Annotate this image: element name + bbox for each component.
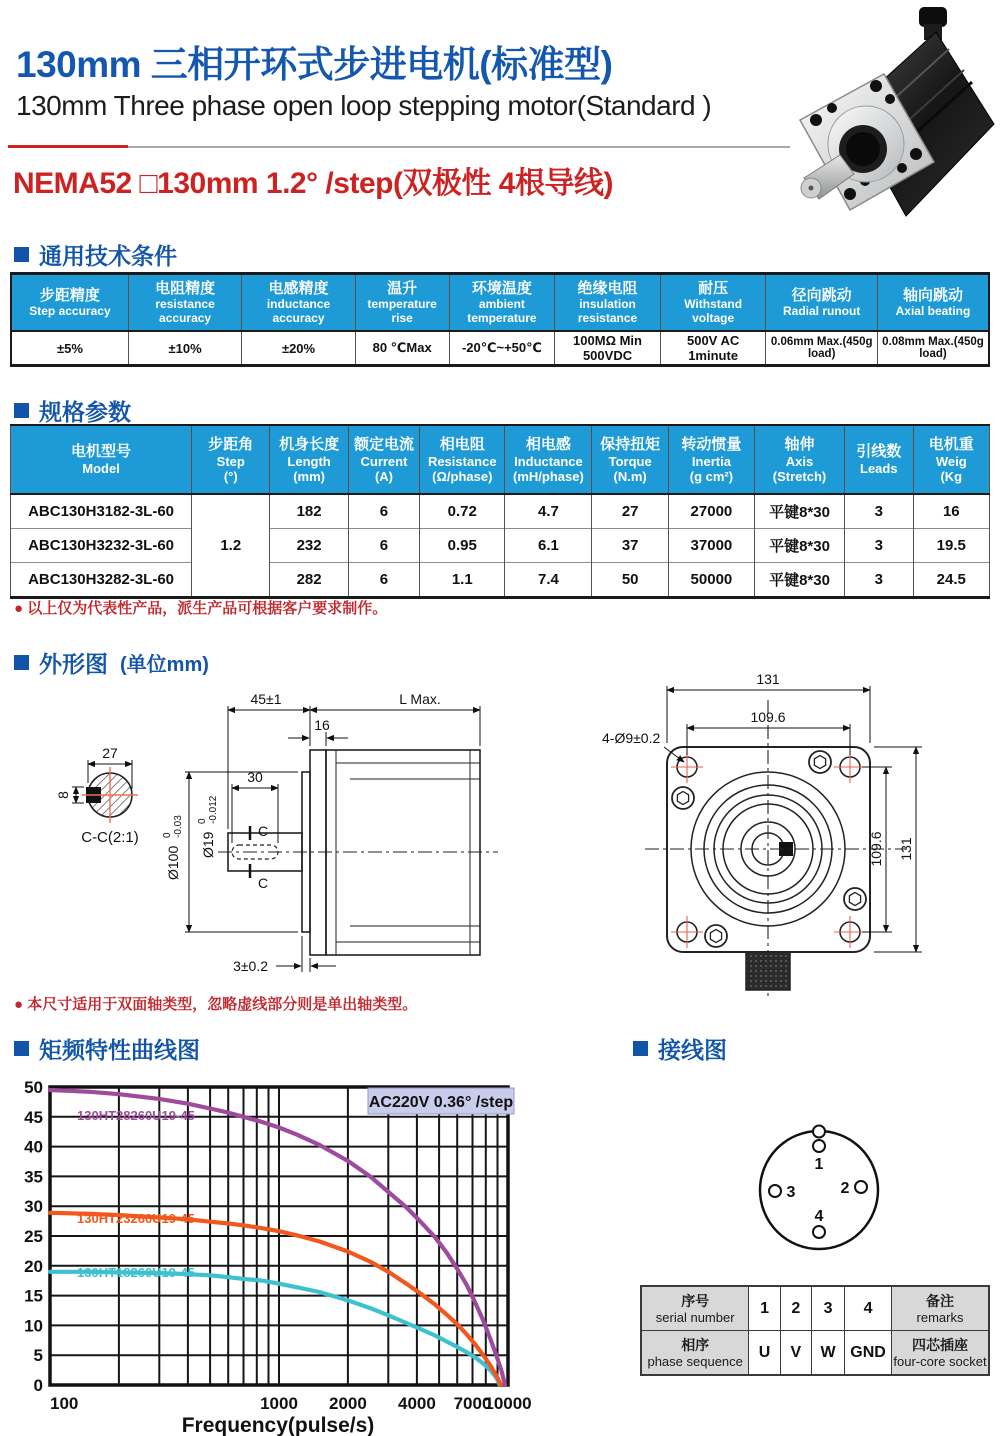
- resistance-cell: 0.95: [420, 529, 505, 563]
- value-cell: 0.06mm Max.(450g load): [766, 331, 877, 366]
- y-tick-label: 15: [24, 1286, 43, 1306]
- resistance-cell: 0.72: [420, 494, 505, 529]
- outline-note: ● 本尺寸适用于双面轴类型，忽略虚线部分则是单出轴类型。: [14, 996, 418, 1013]
- section-bullet-icon: [14, 247, 29, 262]
- model-cell: ABC130H3182-3L-60: [11, 494, 192, 529]
- resistance-cell: 1.1: [420, 563, 505, 598]
- x-tick-label: 100: [50, 1394, 79, 1413]
- section-bullet-icon: [14, 1041, 29, 1056]
- col-leads: 引线数 Leads: [845, 425, 914, 494]
- serial-number-header: 序号 serial number: [641, 1286, 749, 1331]
- x-tick-label: 10000: [484, 1394, 532, 1413]
- inertia-cell: 27000: [668, 494, 754, 529]
- general-table-header-row: [11, 274, 989, 332]
- outline-drawing: [0, 660, 1000, 1005]
- col-resistance: 相电阻 Resistance (Ω/phase): [420, 425, 505, 494]
- spec-table-header-row: [11, 425, 990, 494]
- header-divider-accent: [8, 145, 128, 148]
- leads-cell: 3: [845, 494, 914, 529]
- y-tick-label: 25: [24, 1227, 43, 1246]
- section-mark-c-top: C: [258, 823, 269, 839]
- col-inductance: 相电感 Inductance (mH/phase): [505, 425, 592, 494]
- chart-annotation: AC220V 0.36° /step: [368, 1094, 514, 1111]
- value-cell: 80 ℃Max: [355, 331, 449, 366]
- dim-front-height: 131: [898, 837, 914, 861]
- y-tick-label: 30: [24, 1197, 43, 1217]
- dim-45: 45±1: [250, 691, 282, 707]
- col-axis: 轴伸 Axis (Stretch): [754, 425, 844, 494]
- x-tick-label: 7000: [453, 1394, 492, 1413]
- col-current: 额定电流 Current (A): [348, 425, 419, 494]
- pin-4-icon: [813, 1226, 825, 1238]
- dim-L-max: L Max.: [399, 691, 441, 707]
- dim-16: 16: [314, 717, 330, 733]
- pin-1-label: 1: [814, 1156, 824, 1173]
- step-angle-cell: 1.2: [192, 494, 270, 598]
- phase-sequence-header: 相序 phase sequence: [641, 1331, 749, 1376]
- page-subtitle: 130mm Three phase open loop stepping motor(Standard ): [16, 90, 712, 121]
- front-view-dimensions: [664, 686, 922, 952]
- inductance-cell: 7.4: [505, 563, 592, 598]
- y-tick-label: 0: [33, 1376, 43, 1395]
- dim-pilot-diameter: [162, 815, 184, 880]
- remarks-header: 备注 remarks: [892, 1286, 989, 1331]
- wiring-connector-diagram: [737, 1105, 902, 1275]
- value-cell: -20℃~+50℃: [449, 331, 555, 366]
- col-temperature-rise: 温升 temperature rise: [355, 274, 449, 332]
- col-axial-beating: 轴向跳动 Axial beating: [877, 274, 989, 332]
- spec-row: [11, 494, 990, 529]
- torque-cell: 50: [592, 563, 668, 598]
- section-bullet-icon: [633, 1041, 648, 1056]
- value-cell: 0.08mm Max.(450g load): [877, 331, 989, 366]
- col-resistance-accuracy: 电阻精度 resistance accuracy: [128, 274, 241, 332]
- phase-cell: GND: [845, 1331, 892, 1376]
- section-title: 规格参数: [39, 399, 131, 425]
- pin-col: 4: [845, 1286, 892, 1331]
- section-cc-label: C-C(2:1): [81, 829, 139, 846]
- pin-4-label: 4: [814, 1208, 824, 1225]
- curve-130HT18260U19-45: [50, 1272, 500, 1385]
- y-tick-label: 35: [24, 1167, 43, 1187]
- pin-col: 2: [780, 1286, 811, 1331]
- length-cell: 232: [270, 529, 348, 563]
- col-torque: 保持扭矩 Torque (N.m): [592, 425, 668, 494]
- curve-130HT23260U19-45: [50, 1213, 501, 1385]
- torque-cell: 37: [592, 529, 668, 563]
- x-axis-label: Frequency(pulse/s): [181, 1414, 375, 1436]
- curve-label: 130HT28260U19-45: [77, 1108, 195, 1123]
- current-cell: 6: [348, 494, 419, 529]
- axis-cell: 平键8*30: [754, 563, 844, 598]
- y-tick-label: 50: [24, 1078, 43, 1097]
- phase-cell: W: [812, 1331, 845, 1376]
- col-length: 机身长度 Length (mm): [270, 425, 348, 494]
- value-cell: 500V AC 1minute: [660, 331, 766, 366]
- weight-cell: 19.5: [913, 529, 989, 563]
- section-mark-c-bottom: C: [258, 875, 269, 891]
- wiring-table-row: [641, 1286, 989, 1331]
- section-title: 通用技术条件: [39, 243, 177, 269]
- axis-cell: 平键8*30: [754, 494, 844, 529]
- section-wiring-heading: [633, 1032, 727, 1065]
- dim-holes-label: 4-Ø9±0.2: [602, 730, 661, 746]
- y-tick-label: 5: [33, 1346, 43, 1366]
- pin-2-label: 2: [840, 1180, 850, 1197]
- nema-spec-line: NEMA52 □130mm 1.2° /step(双极性 4根导线): [13, 167, 613, 200]
- col-inertia: 转动惯量 Inertia (g cm²): [668, 425, 754, 494]
- svg-text:0: 0: [197, 818, 208, 824]
- spec-row: [11, 563, 990, 598]
- dim-27: 27: [102, 745, 118, 761]
- dim-30: 30: [247, 769, 263, 785]
- motor-photo: [786, 2, 1000, 234]
- general-conditions-table: [10, 272, 990, 367]
- dim-8: 8: [55, 791, 71, 799]
- shaft-cross-section: [72, 760, 138, 823]
- pin-3-label: 3: [786, 1184, 796, 1201]
- length-cell: 282: [270, 563, 348, 598]
- model-cell: ABC130H3232-3L-60: [11, 529, 192, 563]
- section-title: 矩频特性曲线图: [39, 1037, 200, 1063]
- dim-hole-span-v: 109.6: [868, 831, 884, 867]
- svg-text:-0.012: -0.012: [208, 795, 219, 824]
- inertia-cell: 50000: [668, 563, 754, 598]
- col-ambient-temperature: 环境温度 ambient temperature: [449, 274, 555, 332]
- weight-cell: 16: [913, 494, 989, 529]
- section-specs-heading: [14, 394, 131, 427]
- svg-text:Ø19: Ø19: [200, 831, 216, 858]
- axis-cell: 平键8*30: [754, 529, 844, 563]
- svg-text:0: 0: [162, 832, 173, 838]
- phase-cell: V: [780, 1331, 811, 1376]
- model-cell: ABC130H3282-3L-60: [11, 563, 192, 598]
- spec-table: [10, 424, 990, 599]
- inductance-cell: 4.7: [505, 494, 592, 529]
- length-cell: 182: [270, 494, 348, 529]
- col-withstand-voltage: 耐压 Withstand voltage: [660, 274, 766, 332]
- phase-cell: U: [749, 1331, 780, 1376]
- curve-label: 130HT18260U19-45: [77, 1265, 195, 1280]
- section-bullet-icon: [14, 403, 29, 418]
- col-radial-runout: 径向跳动 Radial runout: [766, 274, 877, 332]
- pin-2-icon: [855, 1181, 867, 1193]
- leads-cell: 3: [845, 563, 914, 598]
- x-tick-label: 4000: [397, 1394, 436, 1413]
- dim-hole-span-h: 109.6: [750, 709, 786, 725]
- value-cell: ±10%: [128, 331, 241, 366]
- section-title: 外形图: [39, 651, 108, 677]
- wiring-table-row: [641, 1331, 989, 1376]
- current-cell: 6: [348, 529, 419, 563]
- section-general-heading: [14, 238, 177, 271]
- col-inductance-accuracy: 电感精度 inductance accuracy: [242, 274, 355, 332]
- header-divider: [8, 146, 790, 148]
- x-tick-label: 2000: [328, 1394, 367, 1413]
- weight-cell: 24.5: [913, 563, 989, 598]
- rear-connector: [746, 952, 790, 990]
- col-step-angle: 步距角 Step (°): [192, 425, 270, 494]
- spec-row: [11, 529, 990, 563]
- y-tick-label: 45: [24, 1107, 43, 1127]
- connector-notch-icon: [813, 1126, 825, 1138]
- general-table-value-row: [11, 331, 989, 366]
- torque-cell: 27: [592, 494, 668, 529]
- wiring-table: [640, 1285, 990, 1376]
- inertia-cell: 37000: [668, 529, 754, 563]
- page-title: 130mm 三相开环式步进电机(标准型): [16, 44, 613, 85]
- pin-3-icon: [769, 1185, 781, 1197]
- pin-col: 1: [749, 1286, 780, 1331]
- value-cell: ±5%: [11, 331, 128, 366]
- y-tick-label: 40: [24, 1137, 43, 1157]
- y-tick-label: 20: [24, 1256, 43, 1276]
- col-weight: 电机重 Weig (Kg: [913, 425, 989, 494]
- col-model: 电机型号 Model: [11, 425, 192, 494]
- svg-text:Ø100: Ø100: [165, 845, 181, 880]
- value-cell: 100MΩ Min 500VDC: [555, 331, 661, 366]
- dim-shaft-diameter: [197, 795, 219, 858]
- x-tick-label: 1000: [260, 1394, 298, 1413]
- spec-note: ● 以上仅为代表性产品，派生产品可根据客户要求制作。: [14, 600, 388, 617]
- dim-front-width: 131: [756, 671, 780, 687]
- svg-text:-0.03: -0.03: [173, 815, 184, 838]
- dim-3: 3±0.2: [233, 958, 268, 974]
- section-title: 接线图: [658, 1037, 727, 1063]
- y-tick-label: 10: [24, 1316, 43, 1336]
- pin-1-icon: [813, 1140, 825, 1152]
- torque-frequency-chart: [0, 1060, 560, 1436]
- inductance-cell: 6.1: [505, 529, 592, 563]
- section-unit: (单位mm): [120, 654, 209, 676]
- col-insulation-resistance: 绝缘电阻 insulation resistance: [555, 274, 661, 332]
- socket-cell: 四芯插座 four-core socket: [892, 1331, 989, 1376]
- curve-label: 130HT23260U19-45: [77, 1211, 195, 1226]
- current-cell: 6: [348, 563, 419, 598]
- motor-front-view: [645, 700, 905, 998]
- pin-col: 3: [812, 1286, 845, 1331]
- side-view-dimensions: [185, 706, 480, 972]
- value-cell: ±20%: [242, 331, 355, 366]
- leads-cell: 3: [845, 529, 914, 563]
- col-step-accuracy: 步距精度 Step accuracy: [11, 274, 128, 332]
